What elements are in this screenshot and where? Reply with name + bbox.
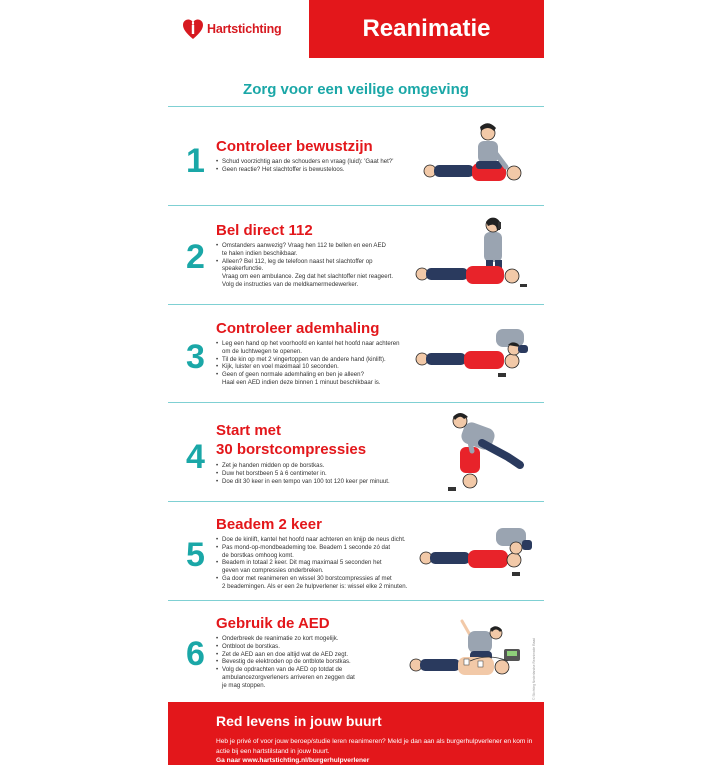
footer-title: Red levens in jouw buurt [216, 713, 382, 729]
step-title-line: Controleer bewustzijn [216, 138, 373, 155]
bullet-item: • Alleen? Bel 112, leg de telefoon naast het slachtoffer op speakerfunctie. Vraag om een ambulance. Zeg dat het slachtoffer niet reageert. Volg de instructies van de meldkamermedewerker. [216, 258, 393, 289]
bullet-item: • Onderbreek de reanimatie zo kort mogelijk. [216, 635, 355, 643]
step-title [216, 221, 313, 240]
logo-text: Hartstichting [207, 22, 282, 36]
step-title [216, 614, 330, 633]
step-bullets [216, 462, 390, 485]
bullet-item: • Zet je handen midden op de borstkas. [216, 462, 390, 470]
step-title-line: 30 borstcompressies [216, 441, 367, 458]
step-title [216, 421, 366, 459]
check-breathing-illustration [414, 323, 536, 399]
rescue-breaths-illustration [418, 520, 536, 584]
step-title-line: Beadem 2 keer [216, 516, 322, 533]
burgerhulpverlener-link[interactable]: Ga naar www.hartstichting.nl/burgerhulpverlener [216, 757, 370, 764]
chest-compressions-illustration [438, 407, 528, 499]
step-6 [168, 601, 544, 701]
footer-text: Heb je privé of voor jouw beroep/studie leren reanimeren? Meld je dan aan als burgerhulpverlener en kom in actie bij een hartstilstand in jouw buurt. [216, 738, 533, 755]
section-subtitle: Zorg voor een veilige omgeving [243, 81, 469, 98]
step-bullets [216, 340, 400, 387]
step-2 [168, 206, 544, 304]
bullet-item: • Leg een hand op het voorhoofd en kantel het hoofd naar achteren om de luchtwegen te openen. [216, 340, 400, 356]
step-1 [168, 107, 544, 205]
bullet-item: • Ontbloot de borstkas. [216, 643, 355, 651]
bullet-item: • Schud voorzichtig aan de schouders en vraag (luid): 'Gaat het?' [216, 158, 393, 166]
page-title: Reanimatie [362, 15, 491, 42]
step-title-line: Start met [216, 422, 282, 439]
check-consciousness-illustration [418, 121, 534, 201]
bullet-item: • Kijk, luister en voel maximaal 10 seconden. [216, 363, 400, 371]
step-title [216, 515, 322, 534]
step-title [216, 137, 373, 156]
step-bullets [216, 536, 407, 591]
footer-banner [168, 702, 544, 765]
call-112-illustration [412, 214, 536, 300]
step-number: 3 [186, 338, 205, 376]
bullet-item: • Omstanders aanwezig? Vraag hen 112 te bellen en een AED te halen indien beschikbaar. [216, 242, 393, 258]
bullet-item: • Pas mond-op-mondbeademing toe. Beadem 1 seconde zó dat de borstkas omhoog komt. [216, 544, 407, 560]
step-3 [168, 305, 544, 403]
copyright-note [532, 610, 540, 700]
bullet-item: • Duw het borstbeen 5 à 6 centimeter in. [216, 470, 390, 478]
bullet-item: • Geen reactie? Het slachtoffer is bewusteloos. [216, 166, 393, 174]
hartstichting-logo[interactable] [182, 17, 282, 41]
heart-torch-icon [182, 17, 204, 41]
step-number: 4 [186, 438, 205, 476]
bullet-item: • Doe dit 30 keer in een tempo van 100 tot 120 keer per minuut. [216, 478, 390, 486]
step-5 [168, 502, 544, 600]
step-bullets [216, 242, 393, 289]
step-bullets [216, 635, 355, 690]
poster [168, 0, 544, 765]
step-number: 1 [186, 142, 205, 180]
bullet-item: • Ga door met reanimeren en wissel 30 borstcompressies af met 2 beademingen. Als er een 2e hulpverlener is: wissel elke 2 minuten. [216, 575, 407, 591]
bullet-item: • Til de kin op met 2 vingertoppen van de andere hand (kinlift). [216, 356, 400, 364]
aed-illustration [408, 613, 530, 693]
bullet-item: • Bevestig de elektroden op de ontblote borstkas. [216, 658, 355, 666]
copyright-text: © Stichting Nederlandse Reanimatie Raad [532, 638, 536, 700]
bullet-item: • Geen of geen normale ademhaling en ben je alleen? Haal een AED indien deze binnen 1 minuut beschikbaar is. [216, 371, 400, 387]
bullet-item: • Zet de AED aan en doe altijd wat de AED zegt. [216, 651, 355, 659]
step-title-line: Bel direct 112 [216, 222, 313, 239]
bullet-item: • Beadem in totaal 2 keer. Dit mag maximaal 5 seconden het geven van compressies onderbreken. [216, 559, 407, 575]
step-bullets [216, 158, 393, 174]
title-banner [309, 0, 544, 58]
step-title [216, 319, 379, 338]
step-number: 6 [186, 635, 205, 673]
bullet-item: • Doe de kinlift, kantel het hoofd naar achteren en knijp de neus dicht. [216, 536, 407, 544]
step-4 [168, 403, 544, 501]
step-title-line: Gebruik de AED [216, 615, 330, 632]
header [168, 0, 544, 58]
step-number: 2 [186, 238, 205, 276]
bullet-item: • Volg de opdrachten van de AED op totdat de ambulancezorgverleners arriveren en zeggen dat je mag stoppen. [216, 666, 355, 689]
step-title-line: Controleer ademhaling [216, 320, 380, 337]
step-number: 5 [186, 536, 205, 574]
